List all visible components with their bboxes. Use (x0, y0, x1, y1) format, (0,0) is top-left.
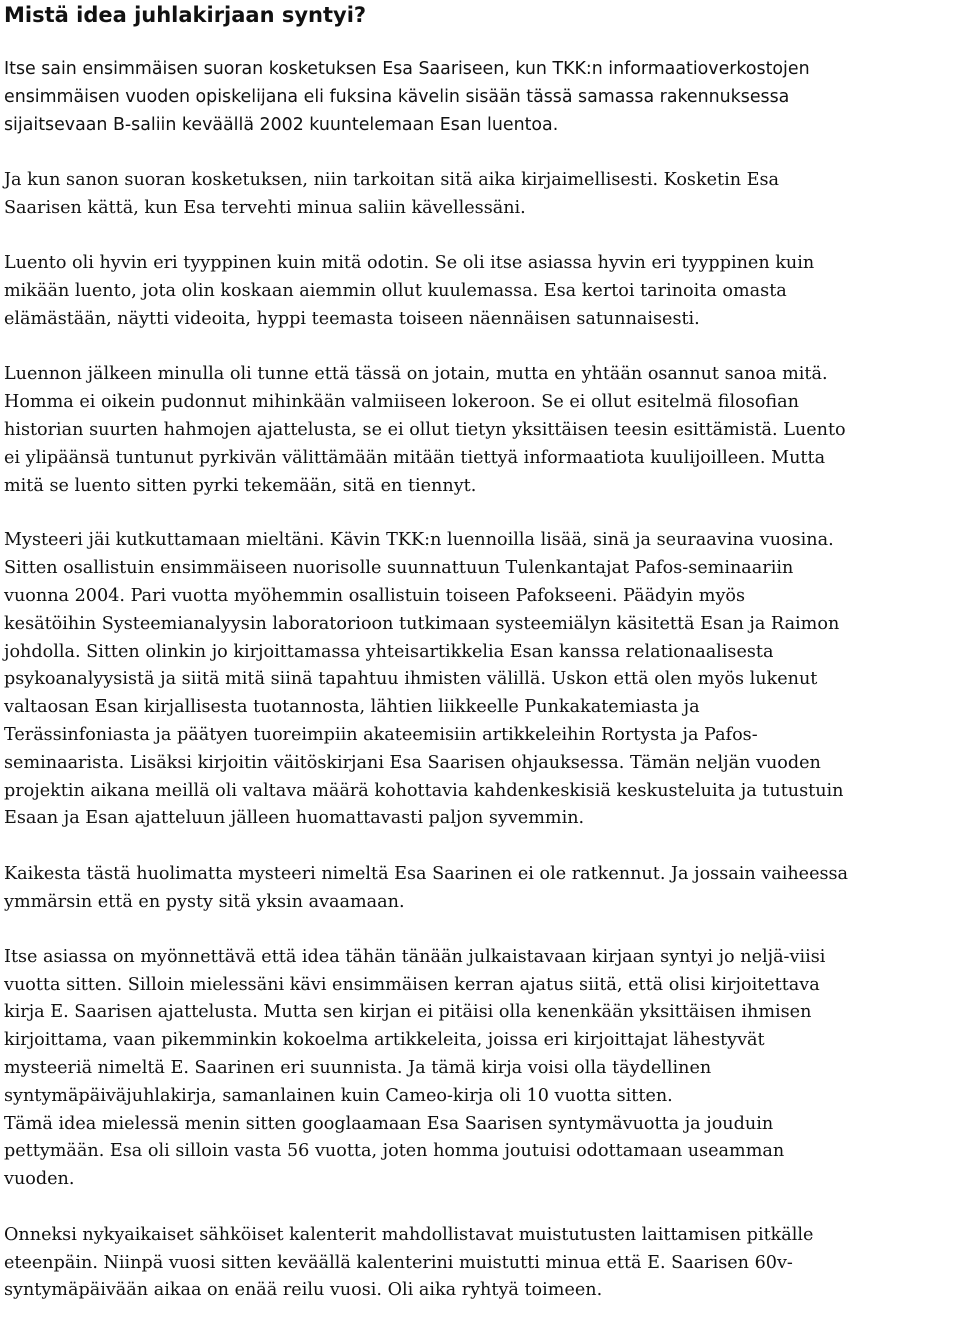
paragraph-line: vuonna 2004. Pari vuotta myöhemmin osallistuin toiseen Pafokseeni. Päädyin myös (4, 585, 746, 606)
paragraph-line: Itse sain ensimmäisen suoran kosketuksen Esa Saariseen, kun TKK:n informaatioverkostojen (4, 59, 810, 79)
paragraph-5 (4, 527, 958, 833)
paragraph-line: kesätöihin Systeemianalyysin laboratorioon tutkimaan systeemiälyn käsitettä Esan ja Raimon (4, 613, 840, 634)
paragraph-line: Ja kun sanon suoran kosketuksen, niin tarkoitan sitä aika kirjaimellisesti. Kosketin Esa (4, 170, 780, 191)
paragraph-line: Esaan ja Esan ajatteluun jälleen huomattavasti paljon syvemmin. (4, 808, 585, 829)
paragraph-line: Saarisen kättä, kun Esa tervehti minua saliin kävellessäni. (4, 198, 526, 219)
paragraph-line: Itse asiassa on myönnettävä että idea tähän tänään julkaistavaan kirjaan syntyi jo neljä-viisi (4, 946, 826, 967)
paragraph-line: Terässinfoniasta ja päätyen tuoreimpiin akateemisiin artikkeleihin Rortysta ja Pafos- (4, 724, 758, 745)
paragraph-line: ei ylipäänsä tuntunut pyrkivän välittämään mitään tiettyä informaatiota kuulijoilleen. Mutta (4, 447, 826, 468)
paragraph-line: Homma ei oikein pudonnut mihinkään valmiiseen lokeroon. Se ei ollut esitelmä filosofian (4, 392, 799, 413)
paragraph-line: Mysteeri jäi kutkuttamaan mieltäni. Kävin TKK:n luennoilla lisää, sinä ja seuraavina vuosina. (4, 530, 834, 551)
paragraph-line: mikään luento, jota olin koskaan aiemmin ollut kuulemassa. Esa kertoi tarinoita omasta (4, 280, 787, 301)
paragraph-line: psykoanalyysistä ja siitä mitä siinä tapahtuu ihmisten välillä. Uskon että olen myös lukenut (4, 669, 818, 690)
document-page (4, 0, 958, 1305)
paragraph-line: valtaosan Esan kirjallisesta tuotannosta, lähtien liikkeelle Punkakatemiasta ja (4, 697, 700, 718)
paragraph-4 (4, 361, 958, 500)
paragraph-line: Luento oli hyvin eri tyyppinen kuin mitä odotin. Se oli itse asiassa hyvin eri tyyppinen kuin (4, 252, 815, 273)
paragraph-line: kirja E. Saarisen ajattelusta. Mutta sen kirjan ei pitäisi olla kenenkään yksittäisen ihmisen (4, 1002, 812, 1023)
paragraph-line: ensimmäisen vuoden opiskelijana eli fuksina kävelin sisään tässä samassa rakennuksessa (4, 86, 790, 107)
paragraph-3 (4, 250, 958, 333)
paragraph-line: historian suurten hahmojen ajattelusta, se ei ollut tietyn yksittäisen teesin esittämistä. Luento (4, 419, 846, 440)
paragraph-line: Sitten osallistuin ensimmäiseen nuorisolle suunnattuun Tulenkantajat Pafos-seminaariin (4, 558, 794, 579)
paragraph-line: mysteeriä nimeltä E. Saarinen eri suunnista. Ja tämä kirja voisi olla täydellinen (4, 1057, 712, 1078)
paragraph-1 (4, 56, 958, 139)
paragraph-line: Tämä idea mielessä menin sitten googlaamaan Esa Saarisen syntymävuotta ja jouduin (4, 1113, 774, 1134)
paragraph-line: Kaikesta tästä huolimatta mysteeri nimeltä Esa Saarinen ei ole ratkennut. Ja jossain vaiheessa (4, 864, 849, 885)
paragraph-2 (4, 167, 958, 223)
paragraph-line: Onneksi nykyaikaiset sähköiset kalenterit mahdollistavat muistutusten laittamisen pitkälle (4, 1224, 814, 1245)
paragraph-line: mitä se luento sitten pyrki tekemään, sitä en tiennyt. (4, 475, 477, 496)
paragraph-line: johdolla. Sitten olinkin jo kirjoittamassa yhteisartikkelia Esan kanssa relationaalisesta (4, 641, 774, 662)
paragraph-line: syntymäpäivään aikaa on enää reilu vuosi. Oli aika ryhtyä toimeen. (4, 1280, 603, 1301)
paragraph-line: vuoden. (4, 1169, 75, 1190)
paragraph-line: seminaarista. Lisäksi kirjoitin väitöskirjani Esa Saarisen ohjauksessa. Tämän neljän vuoden (4, 752, 821, 773)
paragraph-line: syntymäpäiväjuhlakirja, samanlainen kuin Cameo-kirja oli 10 vuotta sitten. (4, 1085, 673, 1106)
paragraph-line: sijaitsevaan B-saliin keväällä 2002 kuuntelemaan Esan luentoa. (4, 114, 559, 135)
paragraph-line: eteenpäin. Niinpä vuosi sitten keväällä kalenterini muistutti minua että E. Saarisen 60v- (4, 1252, 793, 1273)
paragraph-8 (4, 1222, 958, 1305)
document-title: Mistä idea juhlakirjaan syntyi? (4, 3, 367, 27)
paragraph-line: ymmärsin että en pysty sitä yksin avaamaan. (4, 891, 405, 912)
paragraph-line: projektin aikana meillä oli valtava määrä kohottavia kahdenkeskisiä keskusteluita ja tutustuin (4, 780, 844, 801)
paragraph-7 (4, 944, 958, 1194)
paragraph-line: elämästään, näytti videoita, hyppi teemasta toiseen näennäisen satunnaisesti. (4, 308, 700, 329)
paragraph-line: Luennon jälkeen minulla oli tunne että tässä on jotain, mutta en yhtään osannut sanoa mitä. (4, 364, 828, 385)
paragraph-line: pettymään. Esa oli silloin vasta 56 vuotta, joten homma joutuisi odottamaan useamman (4, 1141, 785, 1162)
paragraph-6 (4, 861, 958, 917)
paragraph-line: vuotta sitten. Silloin mielessäni kävi ensimmäisen kerran ajatus siitä, että olisi kirjoitettava (4, 974, 820, 995)
paragraph-line: kirjoittama, vaan pikemminkin kokoelma artikkeleita, joissa eri kirjoittajat lähestyvät (4, 1030, 765, 1051)
